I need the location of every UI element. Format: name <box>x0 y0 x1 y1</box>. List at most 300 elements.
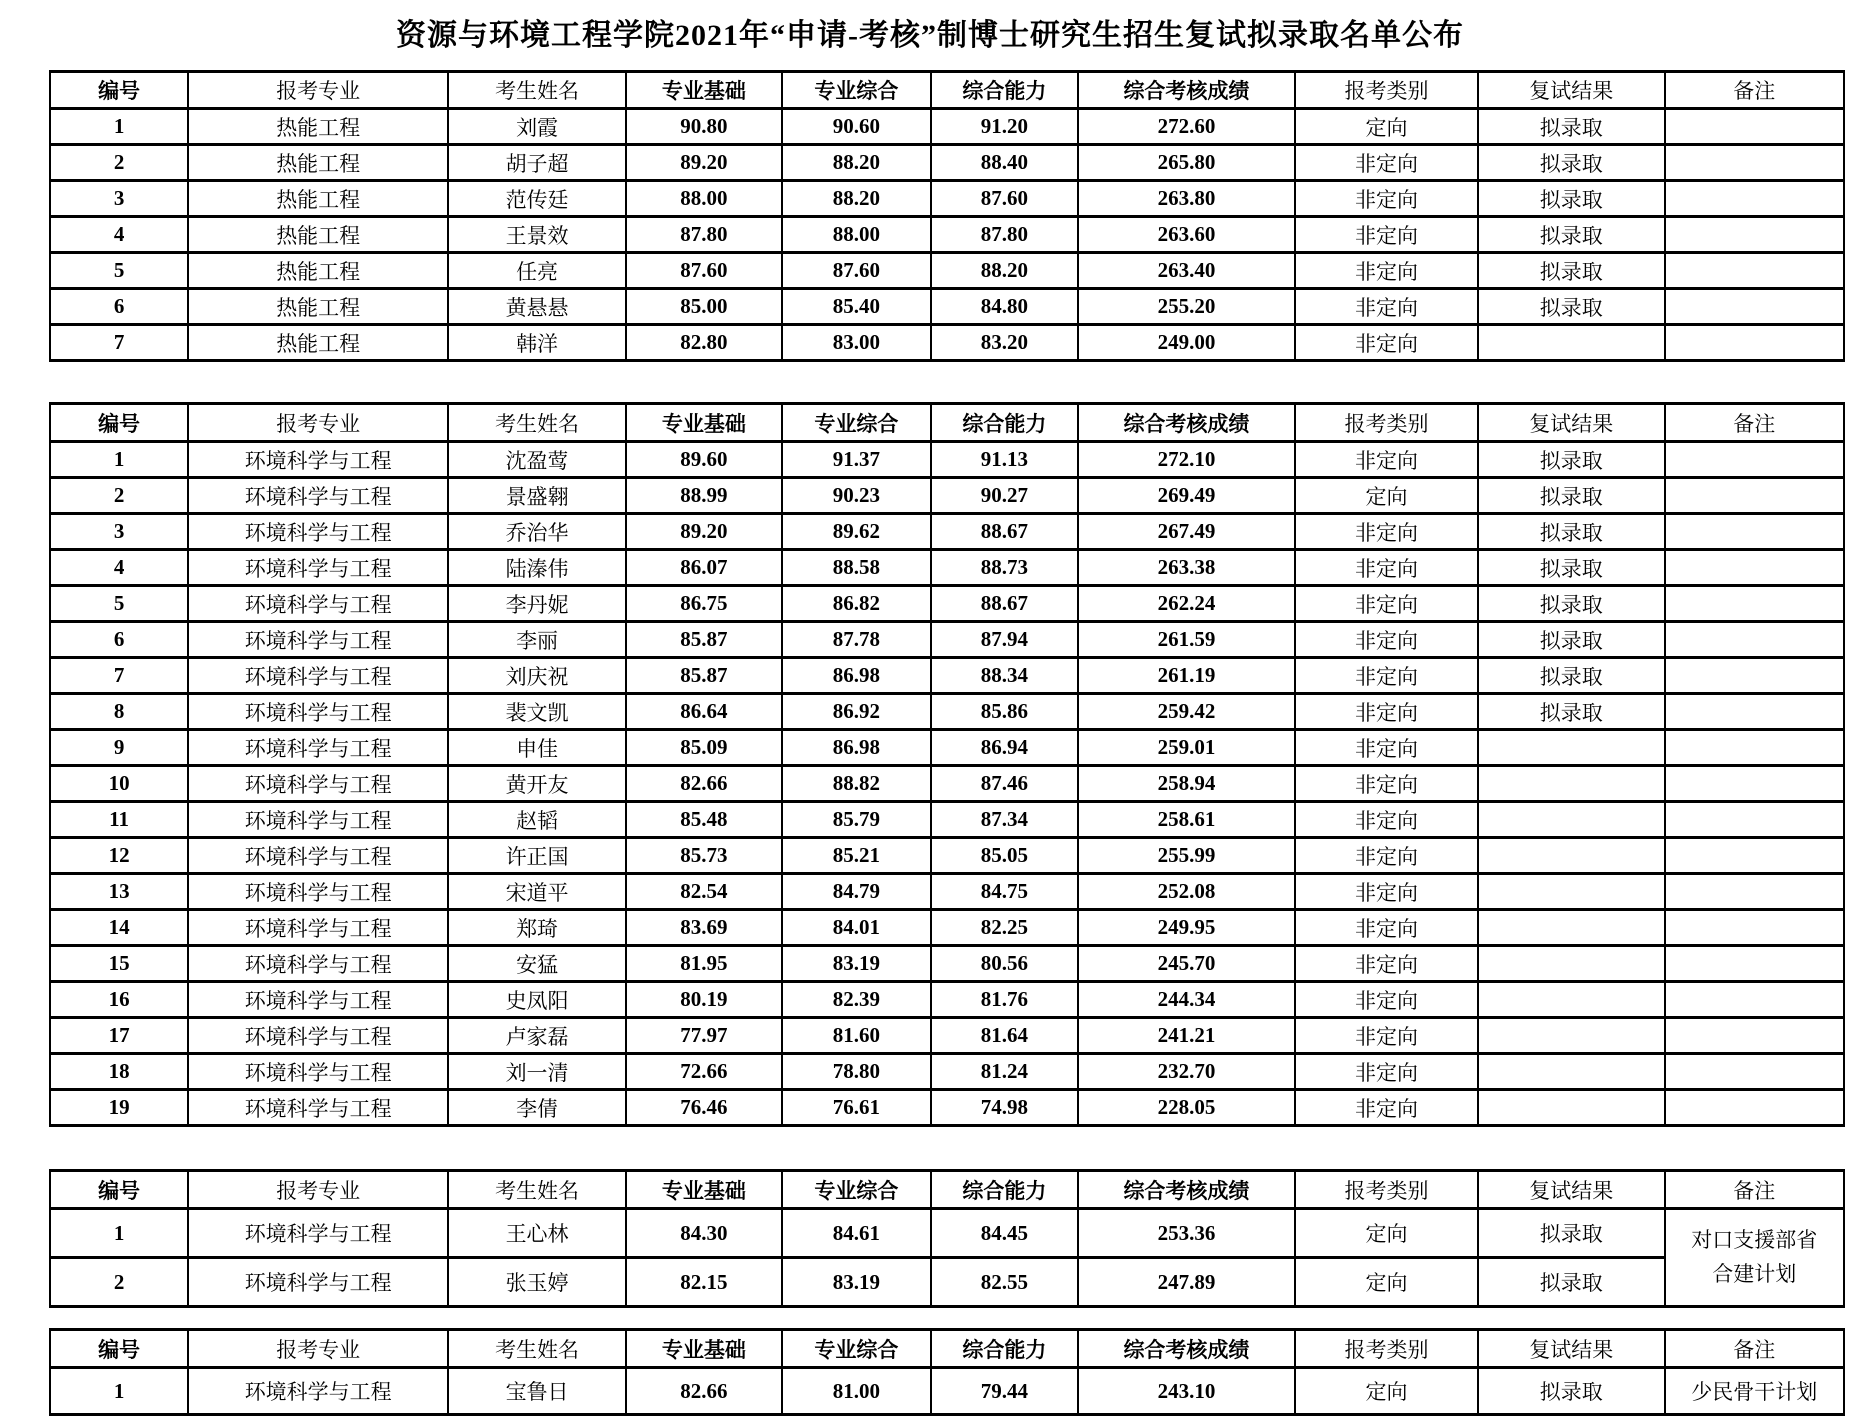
table-row <box>50 694 1844 730</box>
cell-comp: 81.00 <box>782 1368 931 1415</box>
cell-total: 252.08 <box>1078 874 1295 910</box>
cell-comp: 85.79 <box>782 802 931 838</box>
cell-remark <box>1665 982 1844 1018</box>
cell-major: 热能工程 <box>188 217 448 253</box>
cell-result <box>1478 766 1665 802</box>
column-header: 考生姓名 <box>448 1330 626 1368</box>
cell-comp: 83.19 <box>782 946 931 982</box>
cell-comp: 85.21 <box>782 838 931 874</box>
tables-container <box>0 70 1860 1416</box>
table-row <box>50 802 1844 838</box>
cell-ability: 86.94 <box>931 730 1078 766</box>
cell-remark <box>1665 622 1844 658</box>
cell-no: 16 <box>50 982 188 1018</box>
spacer <box>0 362 1860 402</box>
cell-result <box>1478 1018 1665 1054</box>
cell-result <box>1478 982 1665 1018</box>
cell-result: 拟录取 <box>1478 658 1665 694</box>
cell-category: 非定向 <box>1295 289 1478 325</box>
cell-major: 环境科学与工程 <box>188 874 448 910</box>
column-header: 专业综合 <box>782 1330 931 1368</box>
cell-category: 非定向 <box>1295 658 1478 694</box>
cell-comp: 89.62 <box>782 514 931 550</box>
cell-ability: 91.20 <box>931 109 1078 145</box>
column-header: 专业基础 <box>626 1330 782 1368</box>
cell-name: 史凤阳 <box>448 982 626 1018</box>
cell-no: 3 <box>50 181 188 217</box>
cell-remark <box>1665 910 1844 946</box>
table-row <box>50 1054 1844 1090</box>
cell-comp: 84.01 <box>782 910 931 946</box>
column-header: 复试结果 <box>1478 1171 1665 1209</box>
cell-remark-merged <box>1665 1209 1844 1307</box>
cell-ability: 85.05 <box>931 838 1078 874</box>
column-header: 编号 <box>50 1330 188 1368</box>
cell-remark <box>1665 253 1844 289</box>
cell-remark <box>1665 946 1844 982</box>
cell-no: 1 <box>50 442 188 478</box>
cell-major: 环境科学与工程 <box>188 766 448 802</box>
cell-comp: 83.19 <box>782 1258 931 1307</box>
spacer <box>0 54 1860 70</box>
thermal-engineering-list <box>49 70 1845 362</box>
cell-comp: 86.82 <box>782 586 931 622</box>
cell-category: 非定向 <box>1295 1054 1478 1090</box>
column-header: 专业基础 <box>626 72 782 109</box>
cell-name: 申佳 <box>448 730 626 766</box>
table-row <box>50 838 1844 874</box>
cell-result <box>1478 1090 1665 1126</box>
cell-ability: 82.55 <box>931 1258 1078 1307</box>
cell-no: 14 <box>50 910 188 946</box>
cell-no: 6 <box>50 289 188 325</box>
cell-no: 5 <box>50 253 188 289</box>
cell-ability: 91.13 <box>931 442 1078 478</box>
cell-no: 4 <box>50 217 188 253</box>
table-row <box>50 550 1844 586</box>
cell-comp: 90.23 <box>782 478 931 514</box>
cell-base: 85.73 <box>626 838 782 874</box>
cell-remark <box>1665 1018 1844 1054</box>
cell-major: 环境科学与工程 <box>188 658 448 694</box>
cell-no: 4 <box>50 550 188 586</box>
cell-remark <box>1665 838 1844 874</box>
cell-no: 1 <box>50 1368 188 1415</box>
cell-name: 安猛 <box>448 946 626 982</box>
cell-ability: 87.80 <box>931 217 1078 253</box>
cell-comp: 86.92 <box>782 694 931 730</box>
cell-no: 7 <box>50 658 188 694</box>
cell-comp: 86.98 <box>782 730 931 766</box>
cell-category: 非定向 <box>1295 982 1478 1018</box>
cell-major: 热能工程 <box>188 181 448 217</box>
cell-result: 拟录取 <box>1478 622 1665 658</box>
cell-major: 环境科学与工程 <box>188 1368 448 1415</box>
cell-category: 非定向 <box>1295 550 1478 586</box>
cell-result: 拟录取 <box>1478 217 1665 253</box>
cell-major: 热能工程 <box>188 289 448 325</box>
cell-major: 热能工程 <box>188 109 448 145</box>
cell-total: 261.19 <box>1078 658 1295 694</box>
column-header: 报考类别 <box>1295 1171 1478 1209</box>
cell-comp: 88.00 <box>782 217 931 253</box>
column-header: 综合能力 <box>931 1330 1078 1368</box>
cell-remark: 少民骨干计划 <box>1665 1368 1844 1415</box>
cell-base: 83.69 <box>626 910 782 946</box>
table-row <box>50 1368 1844 1415</box>
cell-remark <box>1665 289 1844 325</box>
cell-major: 环境科学与工程 <box>188 514 448 550</box>
cell-name: 李丹妮 <box>448 586 626 622</box>
cell-name: 王心林 <box>448 1209 626 1258</box>
cell-name: 许正国 <box>448 838 626 874</box>
cell-major: 环境科学与工程 <box>188 838 448 874</box>
cell-no: 17 <box>50 1018 188 1054</box>
cell-ability: 81.76 <box>931 982 1078 1018</box>
column-header: 综合能力 <box>931 1171 1078 1209</box>
cell-no: 3 <box>50 514 188 550</box>
cell-total: 272.60 <box>1078 109 1295 145</box>
cell-total: 261.59 <box>1078 622 1295 658</box>
cell-remark <box>1665 514 1844 550</box>
cell-result <box>1478 802 1665 838</box>
cell-category: 非定向 <box>1295 694 1478 730</box>
column-header: 复试结果 <box>1478 1330 1665 1368</box>
cell-base: 87.80 <box>626 217 782 253</box>
cell-remark <box>1665 694 1844 730</box>
cell-result <box>1478 730 1665 766</box>
cell-base: 82.54 <box>626 874 782 910</box>
cell-ability: 88.67 <box>931 514 1078 550</box>
cell-total: 232.70 <box>1078 1054 1295 1090</box>
header-row <box>50 1171 1844 1209</box>
cell-ability: 87.34 <box>931 802 1078 838</box>
cell-total: 245.70 <box>1078 946 1295 982</box>
cell-no: 6 <box>50 622 188 658</box>
cell-no: 12 <box>50 838 188 874</box>
column-header: 专业综合 <box>782 72 931 109</box>
table-row <box>50 658 1844 694</box>
cell-total: 258.61 <box>1078 802 1295 838</box>
table-row <box>50 622 1844 658</box>
cell-name: 宋道平 <box>448 874 626 910</box>
cell-base: 86.07 <box>626 550 782 586</box>
cell-ability: 82.25 <box>931 910 1078 946</box>
cell-result: 拟录取 <box>1478 181 1665 217</box>
cell-name: 李丽 <box>448 622 626 658</box>
cell-total: 262.24 <box>1078 586 1295 622</box>
cell-category: 非定向 <box>1295 622 1478 658</box>
cell-category: 定向 <box>1295 109 1478 145</box>
cell-major: 热能工程 <box>188 145 448 181</box>
cell-base: 84.30 <box>626 1209 782 1258</box>
remark-line: 合建计划 <box>1712 1261 1797 1286</box>
cell-category: 非定向 <box>1295 145 1478 181</box>
cell-name: 胡子超 <box>448 145 626 181</box>
cell-no: 15 <box>50 946 188 982</box>
cell-name: 乔治华 <box>448 514 626 550</box>
cell-result: 拟录取 <box>1478 289 1665 325</box>
column-header: 编号 <box>50 1171 188 1209</box>
cell-total: 267.49 <box>1078 514 1295 550</box>
cell-total: 259.01 <box>1078 730 1295 766</box>
cell-total: 263.80 <box>1078 181 1295 217</box>
cell-major: 环境科学与工程 <box>188 694 448 730</box>
cell-remark <box>1665 730 1844 766</box>
column-header: 报考类别 <box>1295 72 1478 109</box>
cell-comp: 83.00 <box>782 325 931 361</box>
cell-name: 王景效 <box>448 217 626 253</box>
cell-major: 环境科学与工程 <box>188 802 448 838</box>
cell-comp: 90.60 <box>782 109 931 145</box>
table-row <box>50 442 1844 478</box>
cell-base: 89.20 <box>626 514 782 550</box>
cell-remark <box>1665 1090 1844 1126</box>
cell-major: 环境科学与工程 <box>188 1209 448 1258</box>
column-header: 备注 <box>1665 404 1844 442</box>
cell-base: 85.09 <box>626 730 782 766</box>
cell-name: 张玉婷 <box>448 1258 626 1307</box>
cell-name: 黄开友 <box>448 766 626 802</box>
cell-name: 黄悬悬 <box>448 289 626 325</box>
table-row <box>50 910 1844 946</box>
column-header: 考生姓名 <box>448 72 626 109</box>
column-header: 报考专业 <box>188 72 448 109</box>
cell-result <box>1478 838 1665 874</box>
column-header: 编号 <box>50 404 188 442</box>
cell-ability: 79.44 <box>931 1368 1078 1415</box>
cell-total: 243.10 <box>1078 1368 1295 1415</box>
cell-no: 13 <box>50 874 188 910</box>
cell-major: 环境科学与工程 <box>188 1054 448 1090</box>
cell-total: 249.95 <box>1078 910 1295 946</box>
cell-result: 拟录取 <box>1478 442 1665 478</box>
cell-result: 拟录取 <box>1478 1209 1665 1258</box>
page-title: 资源与环境工程学院2021年“申请-考核”制博士研究生招生复试拟录取名单公布 <box>396 19 1464 52</box>
table-row <box>50 766 1844 802</box>
cell-no: 1 <box>50 1209 188 1258</box>
cell-total: 269.49 <box>1078 478 1295 514</box>
cell-remark <box>1665 550 1844 586</box>
column-header: 综合考核成绩 <box>1078 404 1295 442</box>
cell-base: 88.99 <box>626 478 782 514</box>
cell-ability: 88.34 <box>931 658 1078 694</box>
cell-result <box>1478 325 1665 361</box>
cell-result: 拟录取 <box>1478 478 1665 514</box>
cell-comp: 86.98 <box>782 658 931 694</box>
cell-ability: 87.46 <box>931 766 1078 802</box>
cell-category: 非定向 <box>1295 217 1478 253</box>
column-header: 备注 <box>1665 72 1844 109</box>
cell-ability: 81.64 <box>931 1018 1078 1054</box>
cell-remark <box>1665 181 1844 217</box>
cell-name: 宝鲁日 <box>448 1368 626 1415</box>
cell-major: 环境科学与工程 <box>188 550 448 586</box>
cell-category: 非定向 <box>1295 946 1478 982</box>
cell-category: 非定向 <box>1295 1090 1478 1126</box>
table-row <box>50 289 1844 325</box>
table-row <box>50 1018 1844 1054</box>
cell-result: 拟录取 <box>1478 694 1665 730</box>
cell-category: 非定向 <box>1295 181 1478 217</box>
cell-ability: 80.56 <box>931 946 1078 982</box>
cell-name: 赵韬 <box>448 802 626 838</box>
column-header: 综合考核成绩 <box>1078 1330 1295 1368</box>
cell-base: 86.64 <box>626 694 782 730</box>
cell-total: 265.80 <box>1078 145 1295 181</box>
cell-comp: 91.37 <box>782 442 931 478</box>
cell-category: 定向 <box>1295 1258 1478 1307</box>
cell-total: 255.99 <box>1078 838 1295 874</box>
cell-base: 85.87 <box>626 658 782 694</box>
cell-category: 非定向 <box>1295 586 1478 622</box>
cell-ability: 74.98 <box>931 1090 1078 1126</box>
table-row <box>50 874 1844 910</box>
cell-category: 非定向 <box>1295 514 1478 550</box>
column-header: 报考专业 <box>188 404 448 442</box>
cell-ability: 84.80 <box>931 289 1078 325</box>
table-row <box>50 1258 1844 1307</box>
cell-result: 拟录取 <box>1478 253 1665 289</box>
cell-total: 259.42 <box>1078 694 1295 730</box>
cell-total: 228.05 <box>1078 1090 1295 1126</box>
cell-no: 1 <box>50 109 188 145</box>
cell-base: 81.95 <box>626 946 782 982</box>
column-header: 考生姓名 <box>448 1171 626 1209</box>
cell-name: 沈盈莺 <box>448 442 626 478</box>
table-row <box>50 1090 1844 1126</box>
table-row <box>50 217 1844 253</box>
table-row <box>50 181 1844 217</box>
cell-name: 范传廷 <box>448 181 626 217</box>
cell-major: 环境科学与工程 <box>188 730 448 766</box>
cell-base: 89.60 <box>626 442 782 478</box>
cell-name: 裴文凯 <box>448 694 626 730</box>
table-row <box>50 982 1844 1018</box>
cell-base: 80.19 <box>626 982 782 1018</box>
cell-no: 7 <box>50 325 188 361</box>
cell-comp: 88.82 <box>782 766 931 802</box>
cell-ability: 88.20 <box>931 253 1078 289</box>
cell-major: 热能工程 <box>188 325 448 361</box>
cell-major: 环境科学与工程 <box>188 910 448 946</box>
column-header: 专业综合 <box>782 1171 931 1209</box>
cell-result: 拟录取 <box>1478 514 1665 550</box>
cell-remark <box>1665 658 1844 694</box>
cell-base: 90.80 <box>626 109 782 145</box>
cell-category: 非定向 <box>1295 730 1478 766</box>
column-header: 专业基础 <box>626 1171 782 1209</box>
table-row <box>50 145 1844 181</box>
cell-name: 陆溱伟 <box>448 550 626 586</box>
cell-result: 拟录取 <box>1478 145 1665 181</box>
cell-result: 拟录取 <box>1478 550 1665 586</box>
cell-remark <box>1665 217 1844 253</box>
cell-result <box>1478 910 1665 946</box>
cell-major: 环境科学与工程 <box>188 478 448 514</box>
environmental-science-list <box>49 402 1845 1127</box>
cell-total: 263.40 <box>1078 253 1295 289</box>
cell-total: 249.00 <box>1078 325 1295 361</box>
header-row <box>50 404 1844 442</box>
column-header: 专业基础 <box>626 404 782 442</box>
cell-remark <box>1665 325 1844 361</box>
cell-name: 韩洋 <box>448 325 626 361</box>
cell-no: 2 <box>50 478 188 514</box>
table-row <box>50 586 1844 622</box>
cell-category: 定向 <box>1295 1209 1478 1258</box>
cell-no: 5 <box>50 586 188 622</box>
cell-base: 76.46 <box>626 1090 782 1126</box>
cell-remark <box>1665 109 1844 145</box>
cell-no: 18 <box>50 1054 188 1090</box>
cell-comp: 88.20 <box>782 181 931 217</box>
cell-result <box>1478 946 1665 982</box>
column-header: 报考类别 <box>1295 404 1478 442</box>
cell-ability: 88.73 <box>931 550 1078 586</box>
cell-major: 环境科学与工程 <box>188 586 448 622</box>
remark-line: 对口支援部省 <box>1691 1227 1818 1252</box>
cell-total: 263.60 <box>1078 217 1295 253</box>
cell-category: 非定向 <box>1295 442 1478 478</box>
column-header: 综合考核成绩 <box>1078 72 1295 109</box>
cell-category: 非定向 <box>1295 766 1478 802</box>
cell-category: 非定向 <box>1295 802 1478 838</box>
cell-result <box>1478 1054 1665 1090</box>
cell-no: 2 <box>50 1258 188 1307</box>
cell-category: 定向 <box>1295 478 1478 514</box>
column-header: 综合能力 <box>931 72 1078 109</box>
cell-major: 环境科学与工程 <box>188 1018 448 1054</box>
cell-total: 255.20 <box>1078 289 1295 325</box>
column-header: 复试结果 <box>1478 72 1665 109</box>
column-header: 考生姓名 <box>448 404 626 442</box>
cell-result: 拟录取 <box>1478 109 1665 145</box>
cell-base: 88.00 <box>626 181 782 217</box>
cell-total: 253.36 <box>1078 1209 1295 1258</box>
cell-ability: 84.75 <box>931 874 1078 910</box>
table-row <box>50 1209 1844 1258</box>
cell-base: 72.66 <box>626 1054 782 1090</box>
cell-result: 拟录取 <box>1478 1258 1665 1307</box>
cell-major: 热能工程 <box>188 253 448 289</box>
cell-major: 环境科学与工程 <box>188 622 448 658</box>
cell-ability: 85.86 <box>931 694 1078 730</box>
column-header: 报考专业 <box>188 1171 448 1209</box>
cell-category: 非定向 <box>1295 1018 1478 1054</box>
cell-base: 85.87 <box>626 622 782 658</box>
table-row <box>50 730 1844 766</box>
cell-major: 环境科学与工程 <box>188 946 448 982</box>
cell-category: 非定向 <box>1295 838 1478 874</box>
cell-comp: 88.58 <box>782 550 931 586</box>
cell-major: 环境科学与工程 <box>188 982 448 1018</box>
table-row <box>50 946 1844 982</box>
cell-no: 19 <box>50 1090 188 1126</box>
cell-base: 86.75 <box>626 586 782 622</box>
cell-total: 263.38 <box>1078 550 1295 586</box>
cell-base: 89.20 <box>626 145 782 181</box>
cell-name: 李倩 <box>448 1090 626 1126</box>
cell-comp: 84.61 <box>782 1209 931 1258</box>
column-header: 报考专业 <box>188 1330 448 1368</box>
cell-name: 刘一清 <box>448 1054 626 1090</box>
cell-remark <box>1665 442 1844 478</box>
cell-category: 非定向 <box>1295 325 1478 361</box>
cell-category: 非定向 <box>1295 253 1478 289</box>
cell-result <box>1478 874 1665 910</box>
cell-ability: 90.27 <box>931 478 1078 514</box>
